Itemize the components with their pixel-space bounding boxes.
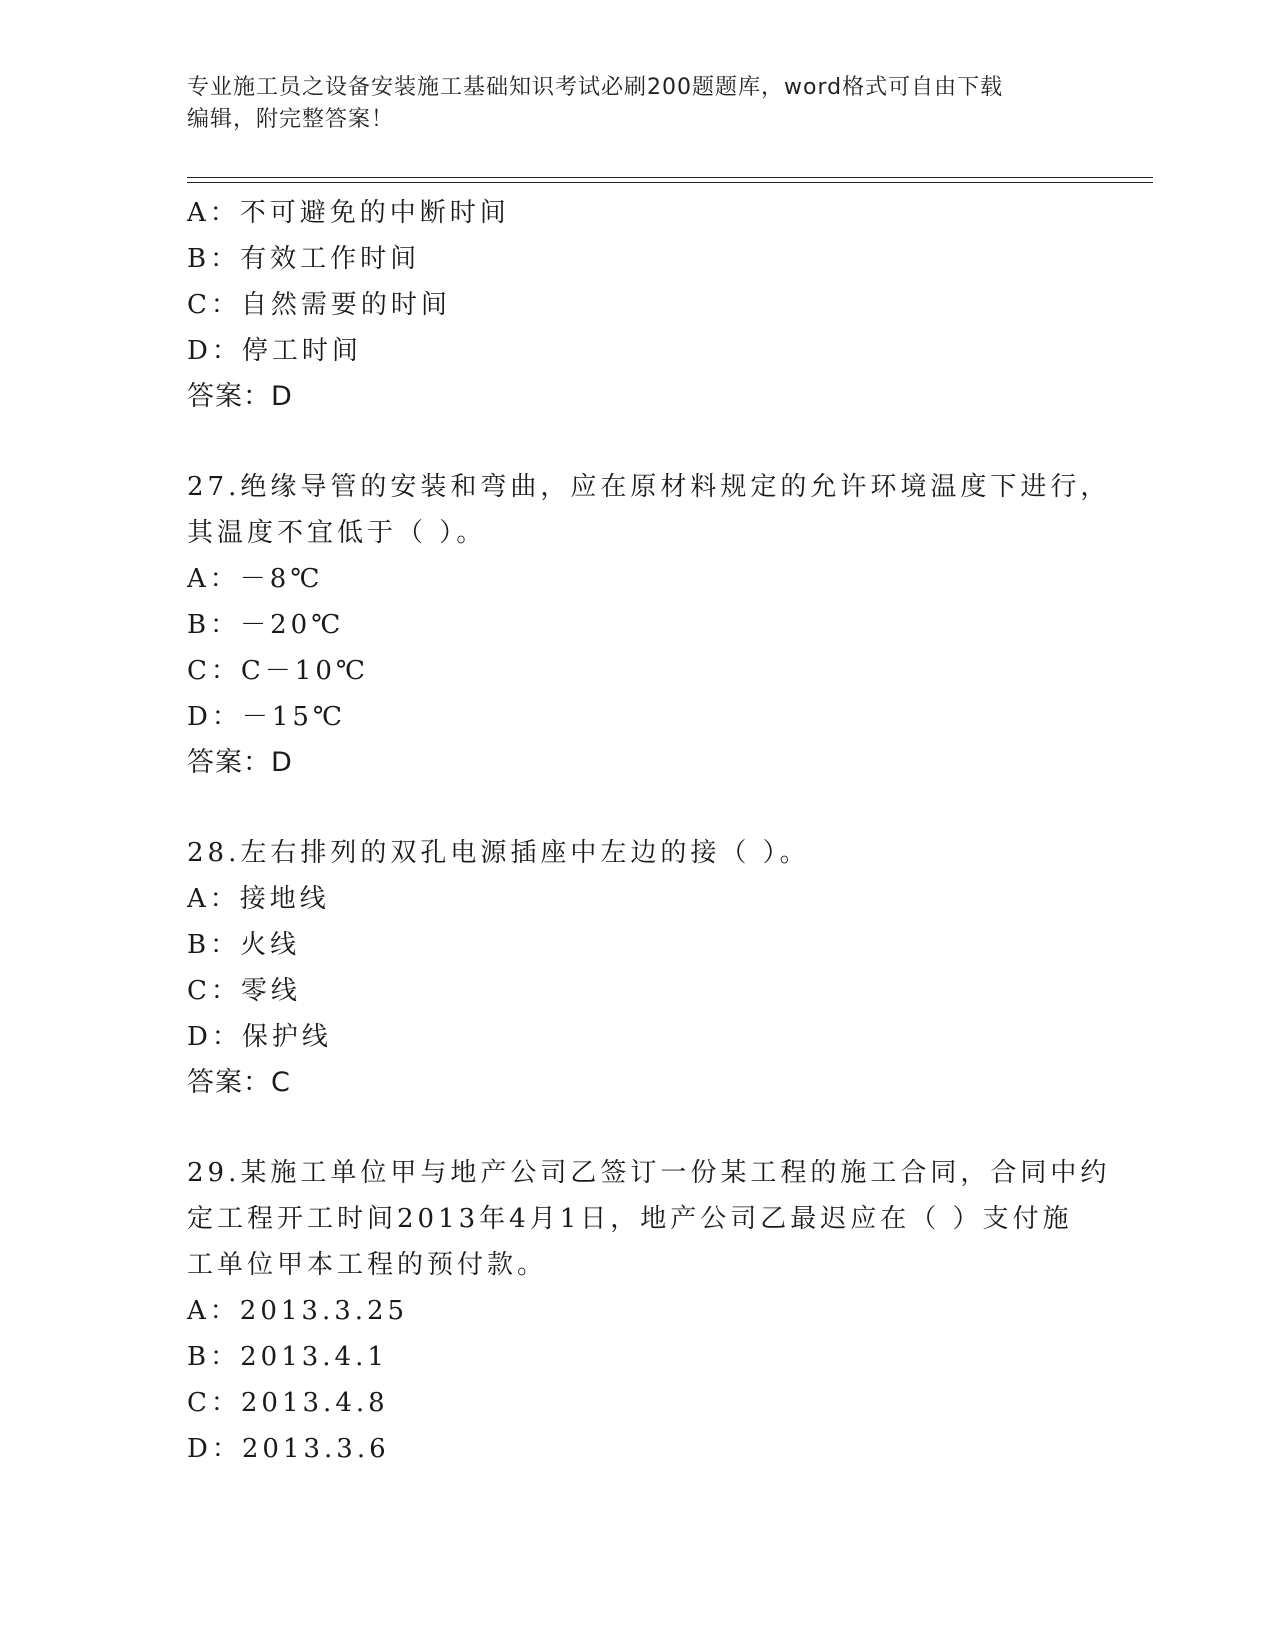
option-a: A：－8℃	[187, 564, 324, 594]
question-stem-line: 29.某施工单位甲与地产公司乙签订一份某工程的施工合同，合同中约	[187, 1158, 1111, 1188]
question-26	[187, 190, 1087, 420]
option-d: D：－15℃	[187, 702, 347, 732]
question-stem-line: 工单位甲本工程的预付款。	[187, 1250, 548, 1280]
option-b: B：火线	[187, 930, 301, 960]
question-stem-line: 27.绝缘导管的安装和弯曲，应在原材料规定的允许环境温度下进行，	[187, 472, 1111, 502]
option-c: C：自然需要的时间	[187, 290, 451, 320]
option-a: A：不可避免的中断时间	[187, 198, 510, 228]
option-b: B：－20℃	[187, 610, 345, 640]
question-stem-line: 28.左右排列的双孔电源插座中左边的接（ ）。	[187, 838, 810, 868]
option-a: A：接地线	[187, 884, 330, 914]
option-b: B：有效工作时间	[187, 244, 421, 274]
option-c: C：C－10℃	[187, 656, 369, 686]
option-d: D：2013.3.6	[187, 1434, 390, 1464]
answer: 答案：C	[187, 1067, 291, 1098]
option-d: D：保护线	[187, 1022, 332, 1052]
question-stem-line: 定工程开工时间2013年4月1日，地产公司乙最迟应在（ ）支付施	[187, 1204, 1073, 1234]
option-c: C：2013.4.8	[187, 1388, 389, 1418]
header-line-2: 编辑，附完整答案！	[187, 107, 395, 132]
option-a: A：2013.3.25	[187, 1296, 409, 1326]
header-line-1: 专业施工员之设备安装施工基础知识考试必刷200题题库，word格式可自由下载	[187, 75, 1004, 100]
answer: 答案：D	[187, 747, 293, 778]
option-b: B：2013.4.1	[187, 1342, 388, 1372]
header-divider-bottom	[187, 182, 1153, 183]
question-28	[187, 830, 1087, 1106]
question-29	[187, 1150, 1111, 1472]
document-header	[187, 72, 1067, 136]
option-c: C：零线	[187, 976, 301, 1006]
question-list	[187, 190, 1111, 1472]
answer: 答案：D	[187, 381, 293, 412]
question-27	[187, 464, 1111, 786]
option-d: D：停工时间	[187, 336, 362, 366]
header-divider-top	[187, 177, 1153, 178]
question-stem-line: 其温度不宜低于（ ）。	[187, 518, 487, 548]
